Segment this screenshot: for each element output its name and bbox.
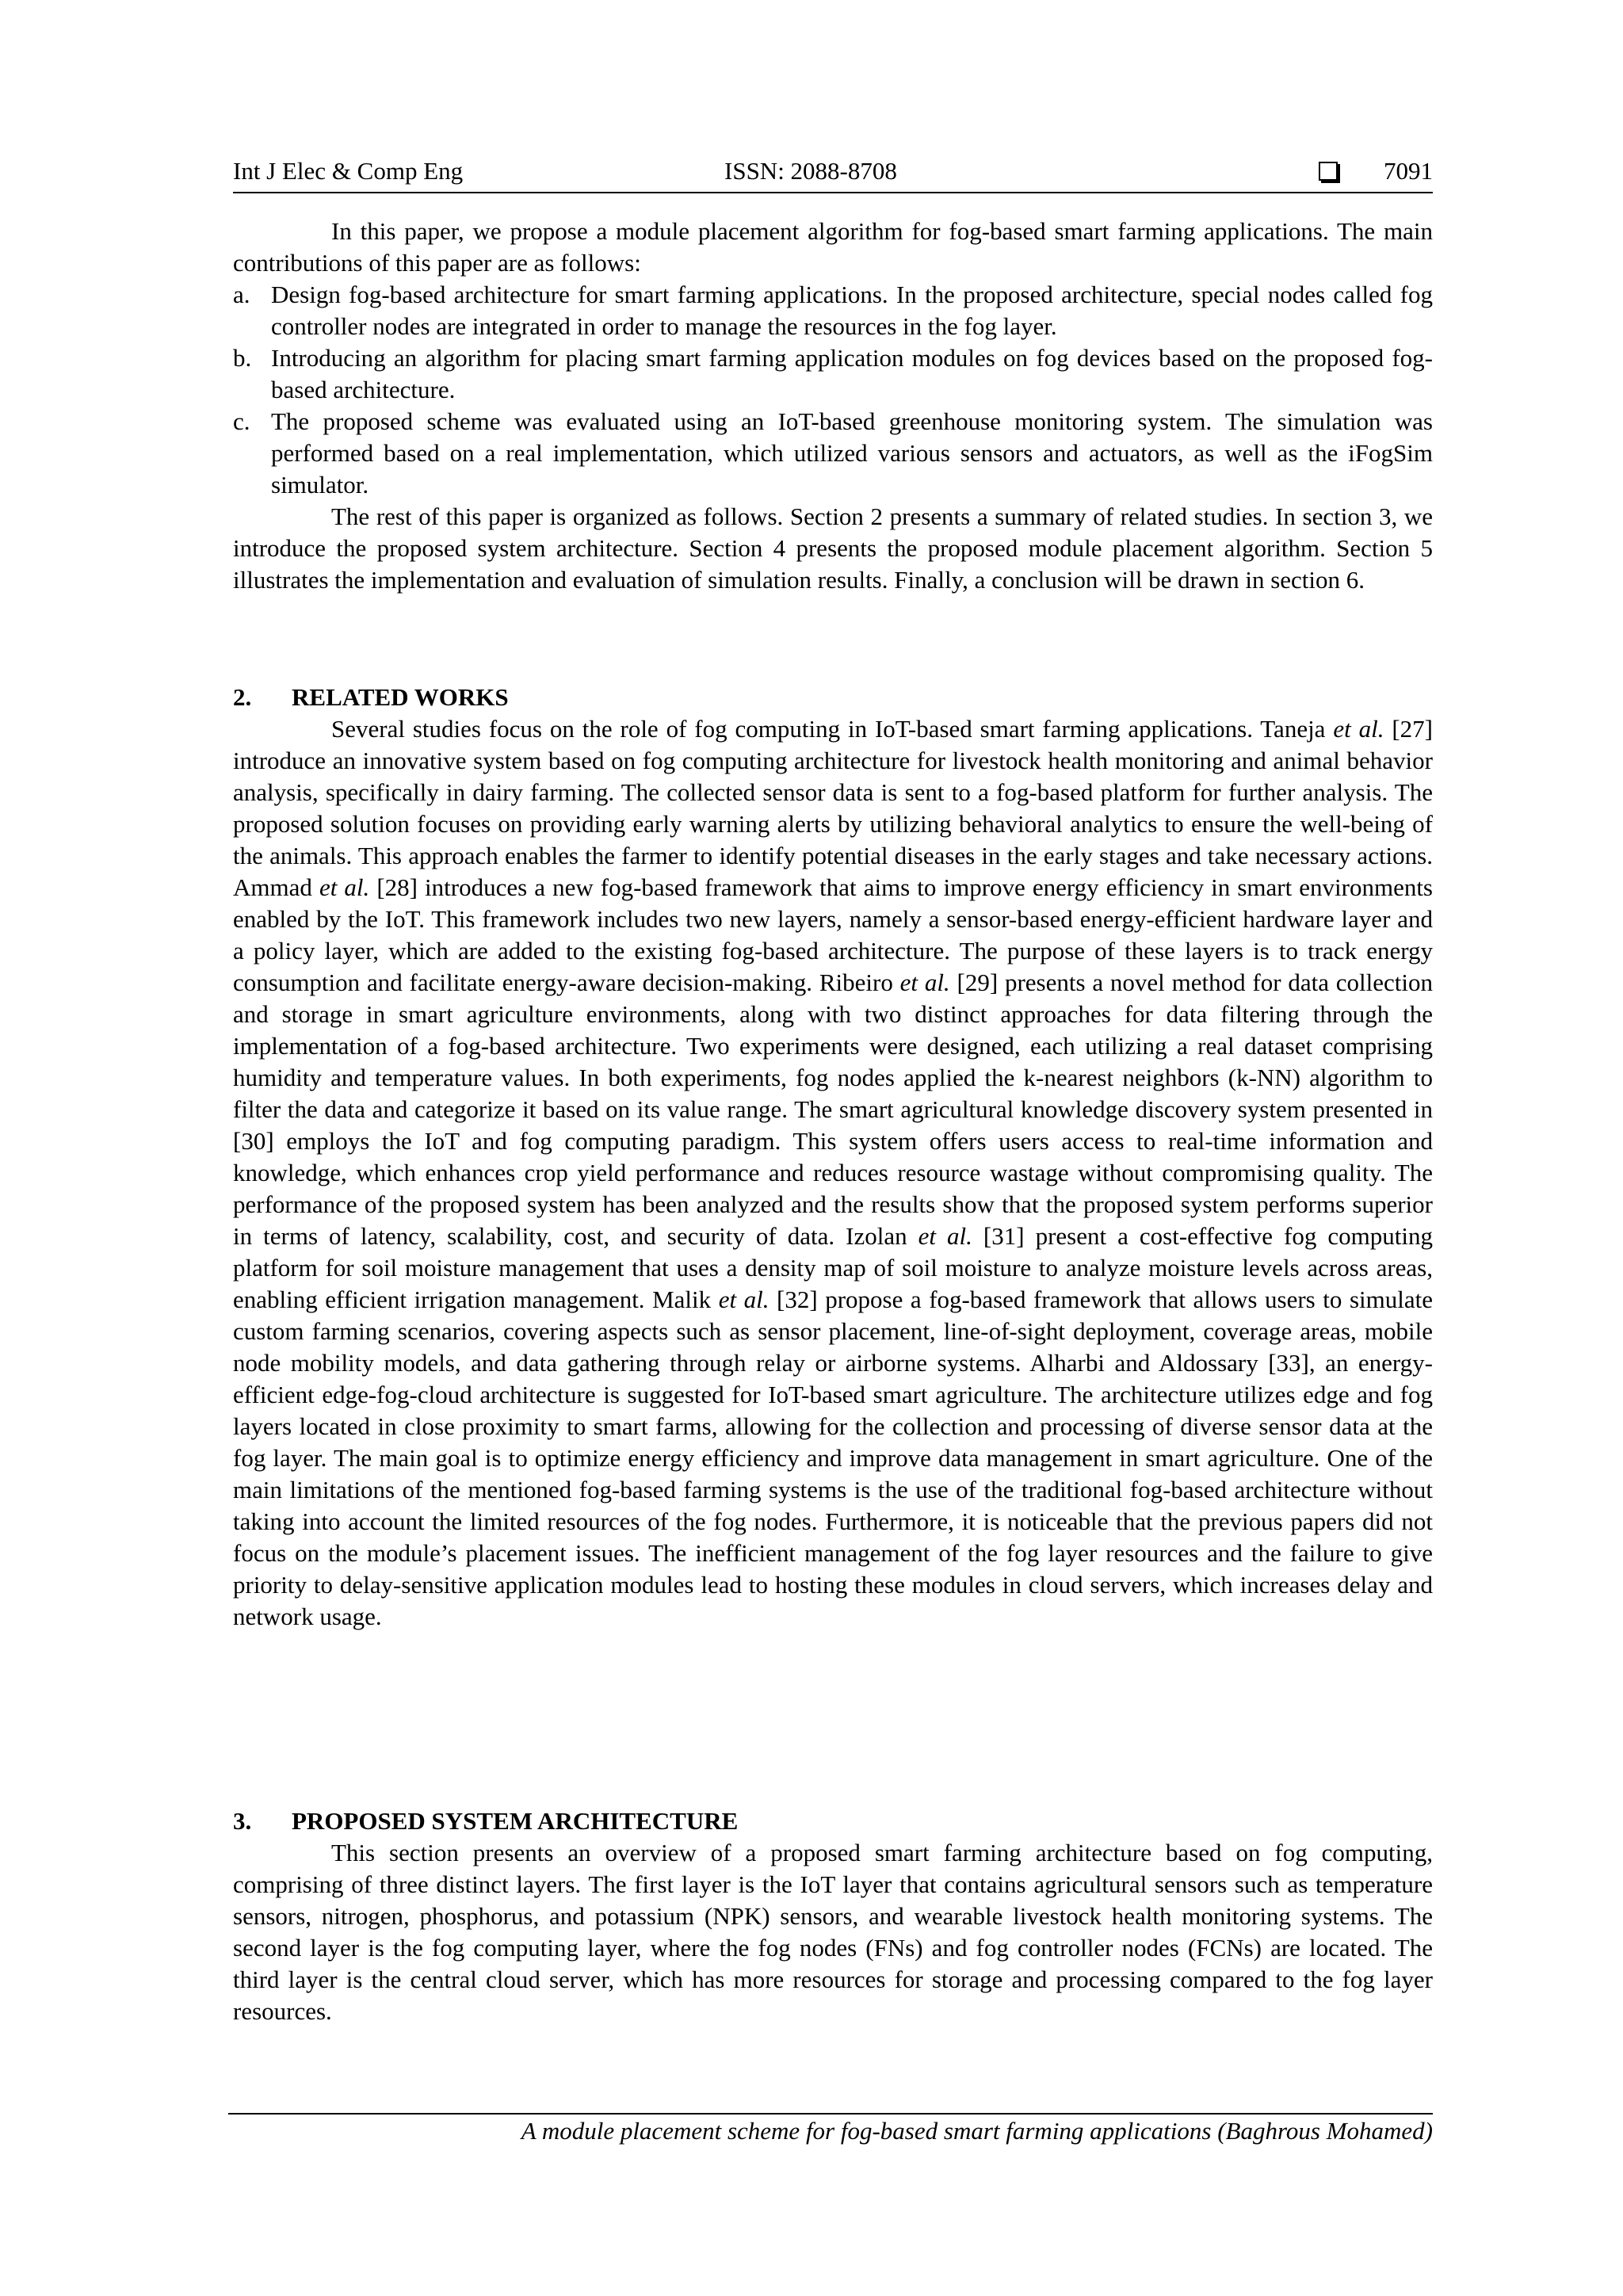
running-header <box>233 154 1433 193</box>
intro-paragraph: In this paper, we propose a module placement algorithm for fog-based smart farming applications. The main contributions of this paper are as follows: <box>233 217 1433 277</box>
list-item-text: Design fog-based architecture for smart farming applications. In the proposed architecture, special nodes called fog controller nodes are integrated in order to manage the resources in the fog layer. <box>271 281 1433 340</box>
list-item <box>233 279 1433 342</box>
text-run-italic: et al. <box>918 1222 972 1250</box>
intro-paragraph: The rest of this paper is organized as follows. Section 2 presents a summary of related studies. In section 3, we introduce the proposed system architecture. Section 4 presents the proposed module placement algorithm. Section 5 illustrates the implementation and evaluation of simulation results. Finally, a conclusion will be drawn in section 6. <box>233 502 1433 594</box>
contributions-list <box>233 279 1433 501</box>
text-run-italic: et al. <box>899 968 950 996</box>
footer-title: A module placement scheme for fog-based smart farming applications (Baghrous Mohamed) <box>521 2117 1433 2145</box>
list-marker: b. <box>233 344 252 372</box>
section-heading <box>233 1805 1433 1837</box>
text-run: Several studies focus on the role of fog computing in IoT-based smart farming applications. Taneja <box>331 715 1334 743</box>
list-item-text: The proposed scheme was evaluated using an IoT-based greenhouse monitoring system. The simulation was performed based on a real implementation, which utilized various sensors and actuators, as well as the iFogSim simulator. <box>271 407 1433 499</box>
text-run-italic: et al. <box>718 1286 769 1313</box>
introduction-block <box>233 216 1433 596</box>
section-title: RELATED WORKS <box>292 683 509 711</box>
list-marker: a. <box>233 281 250 308</box>
list-item <box>233 406 1433 501</box>
text-run-italic: et al. <box>1333 715 1384 743</box>
text-run: [31] present a cost-effective fog computing platform for soil moisture management that uses a density map of soil moisture to analyze moisture levels across areas, enabling efficient irrigation management. Malik <box>233 1222 1433 1313</box>
list-marker: c. <box>233 407 250 435</box>
text-run-italic: et al. <box>319 873 370 901</box>
page-number: 7091 <box>1384 157 1433 185</box>
related-works-paragraph <box>233 713 1433 1633</box>
section-number: 2. <box>233 683 252 711</box>
section-related-works <box>233 682 1433 1633</box>
section-title: PROPOSED SYSTEM ARCHITECTURE <box>292 1807 739 1835</box>
section-number: 3. <box>233 1807 252 1835</box>
list-item-text: Introducing an algorithm for placing smart farming application modules on fog devices based on the proposed fog-based architecture. <box>271 344 1433 403</box>
text-run: [28] introduces a new fog-based framework that aims to improve energy efficiency in smart environments enabled by the IoT. This framework includes two new layers, namely a sensor-based energy-efficient hardware layer and a policy layer, which are added to the existing fog-based architecture. The purpose of these layers is to track energy consumption and facilitate energy-aware decision-making. Ribeiro <box>233 873 1434 996</box>
journal-name: Int J Elec & Comp Eng <box>233 157 464 185</box>
section-heading <box>233 682 1433 713</box>
square-bullet-icon <box>1319 162 1338 181</box>
text-run: [27] introduce an innovative system based on fog computing architecture for livestock health monitoring and animal behavior analysis, specifically in dairy farming. The collected sensor data is sent to a fog-based platform for further analysis. The proposed solution focuses on providing early warning alerts by utilizing behavioral analytics to ensure the well-being of the animals. This approach enables the farmer to identify potential diseases in the early stages and take necessary actions. Ammad <box>233 715 1433 901</box>
architecture-paragraph: This section presents an overview of a proposed smart farming architecture based on fog computing, comprising of three distinct layers. The first layer is the IoT layer that contains agricultural sensors such as temperature sensors, nitrogen, phosphorus, and potassium (NPK) sensors, and wearable livestock health monitoring systems. The second layer is the fog computing layer, where the fog nodes (FNs) and fog controller nodes (FCNs) are located. The third layer is the central cloud server, which has more resources for storage and processing compared to the fog layer resources. <box>233 1839 1433 2025</box>
text-run: [29] presents a novel method for data collection and storage in smart agriculture environments, along with two distinct approaches for data filtering through the implementation of a fog-based architecture. Two experiments were designed, each utilizing a real dataset comprising humidity and temperature values. In both experiments, fog nodes applied the k-nearest neighbors (k-NN) algorithm to filter the data and categorize it based on its value range. The smart agricultural knowledge discovery system presented in [30] employs the IoT and fog computing paradigm. This system offers users access to real-time information and knowledge, which enhances crop yield performance and reduces resource wastage without compromising quality. The performance of the proposed system has been analyzed and the results show that the proposed system performs superior in terms of latency, scalability, cost, and security of data. Izolan <box>233 968 1433 1250</box>
text-run: [32] propose a fog-based framework that allows users to simulate custom farming scenarios, covering aspects such as sensor placement, line-of-sight deployment, coverage areas, mobile node mobility models, and data gathering through relay or airborne systems. Alharbi and Aldossary [33], an energy-efficient edge-fog-cloud architecture is suggested for IoT-based smart agriculture. The architecture utilizes edge and fog layers located in close proximity to smart farms, allowing for the collection and processing of diverse sensor data at the fog layer. The main goal is to optimize energy efficiency and improve data management in smart agriculture. One of the main limitations of the mentioned fog-based farming systems is the use of the traditional fog-based architecture without taking into account the limited resources of the fog nodes. Furthermore, it is noticeable that the previous papers did not focus on the module’s placement issues. The inefficient management of the fog layer resources and the failure to give priority to delay-sensitive application modules lead to hosting these modules in cloud servers, which increases delay and network usage. <box>233 1286 1433 1630</box>
list-item <box>233 342 1433 406</box>
section-proposed-architecture <box>233 1805 1433 2027</box>
issn: ISSN: 2088-8708 <box>724 157 897 185</box>
